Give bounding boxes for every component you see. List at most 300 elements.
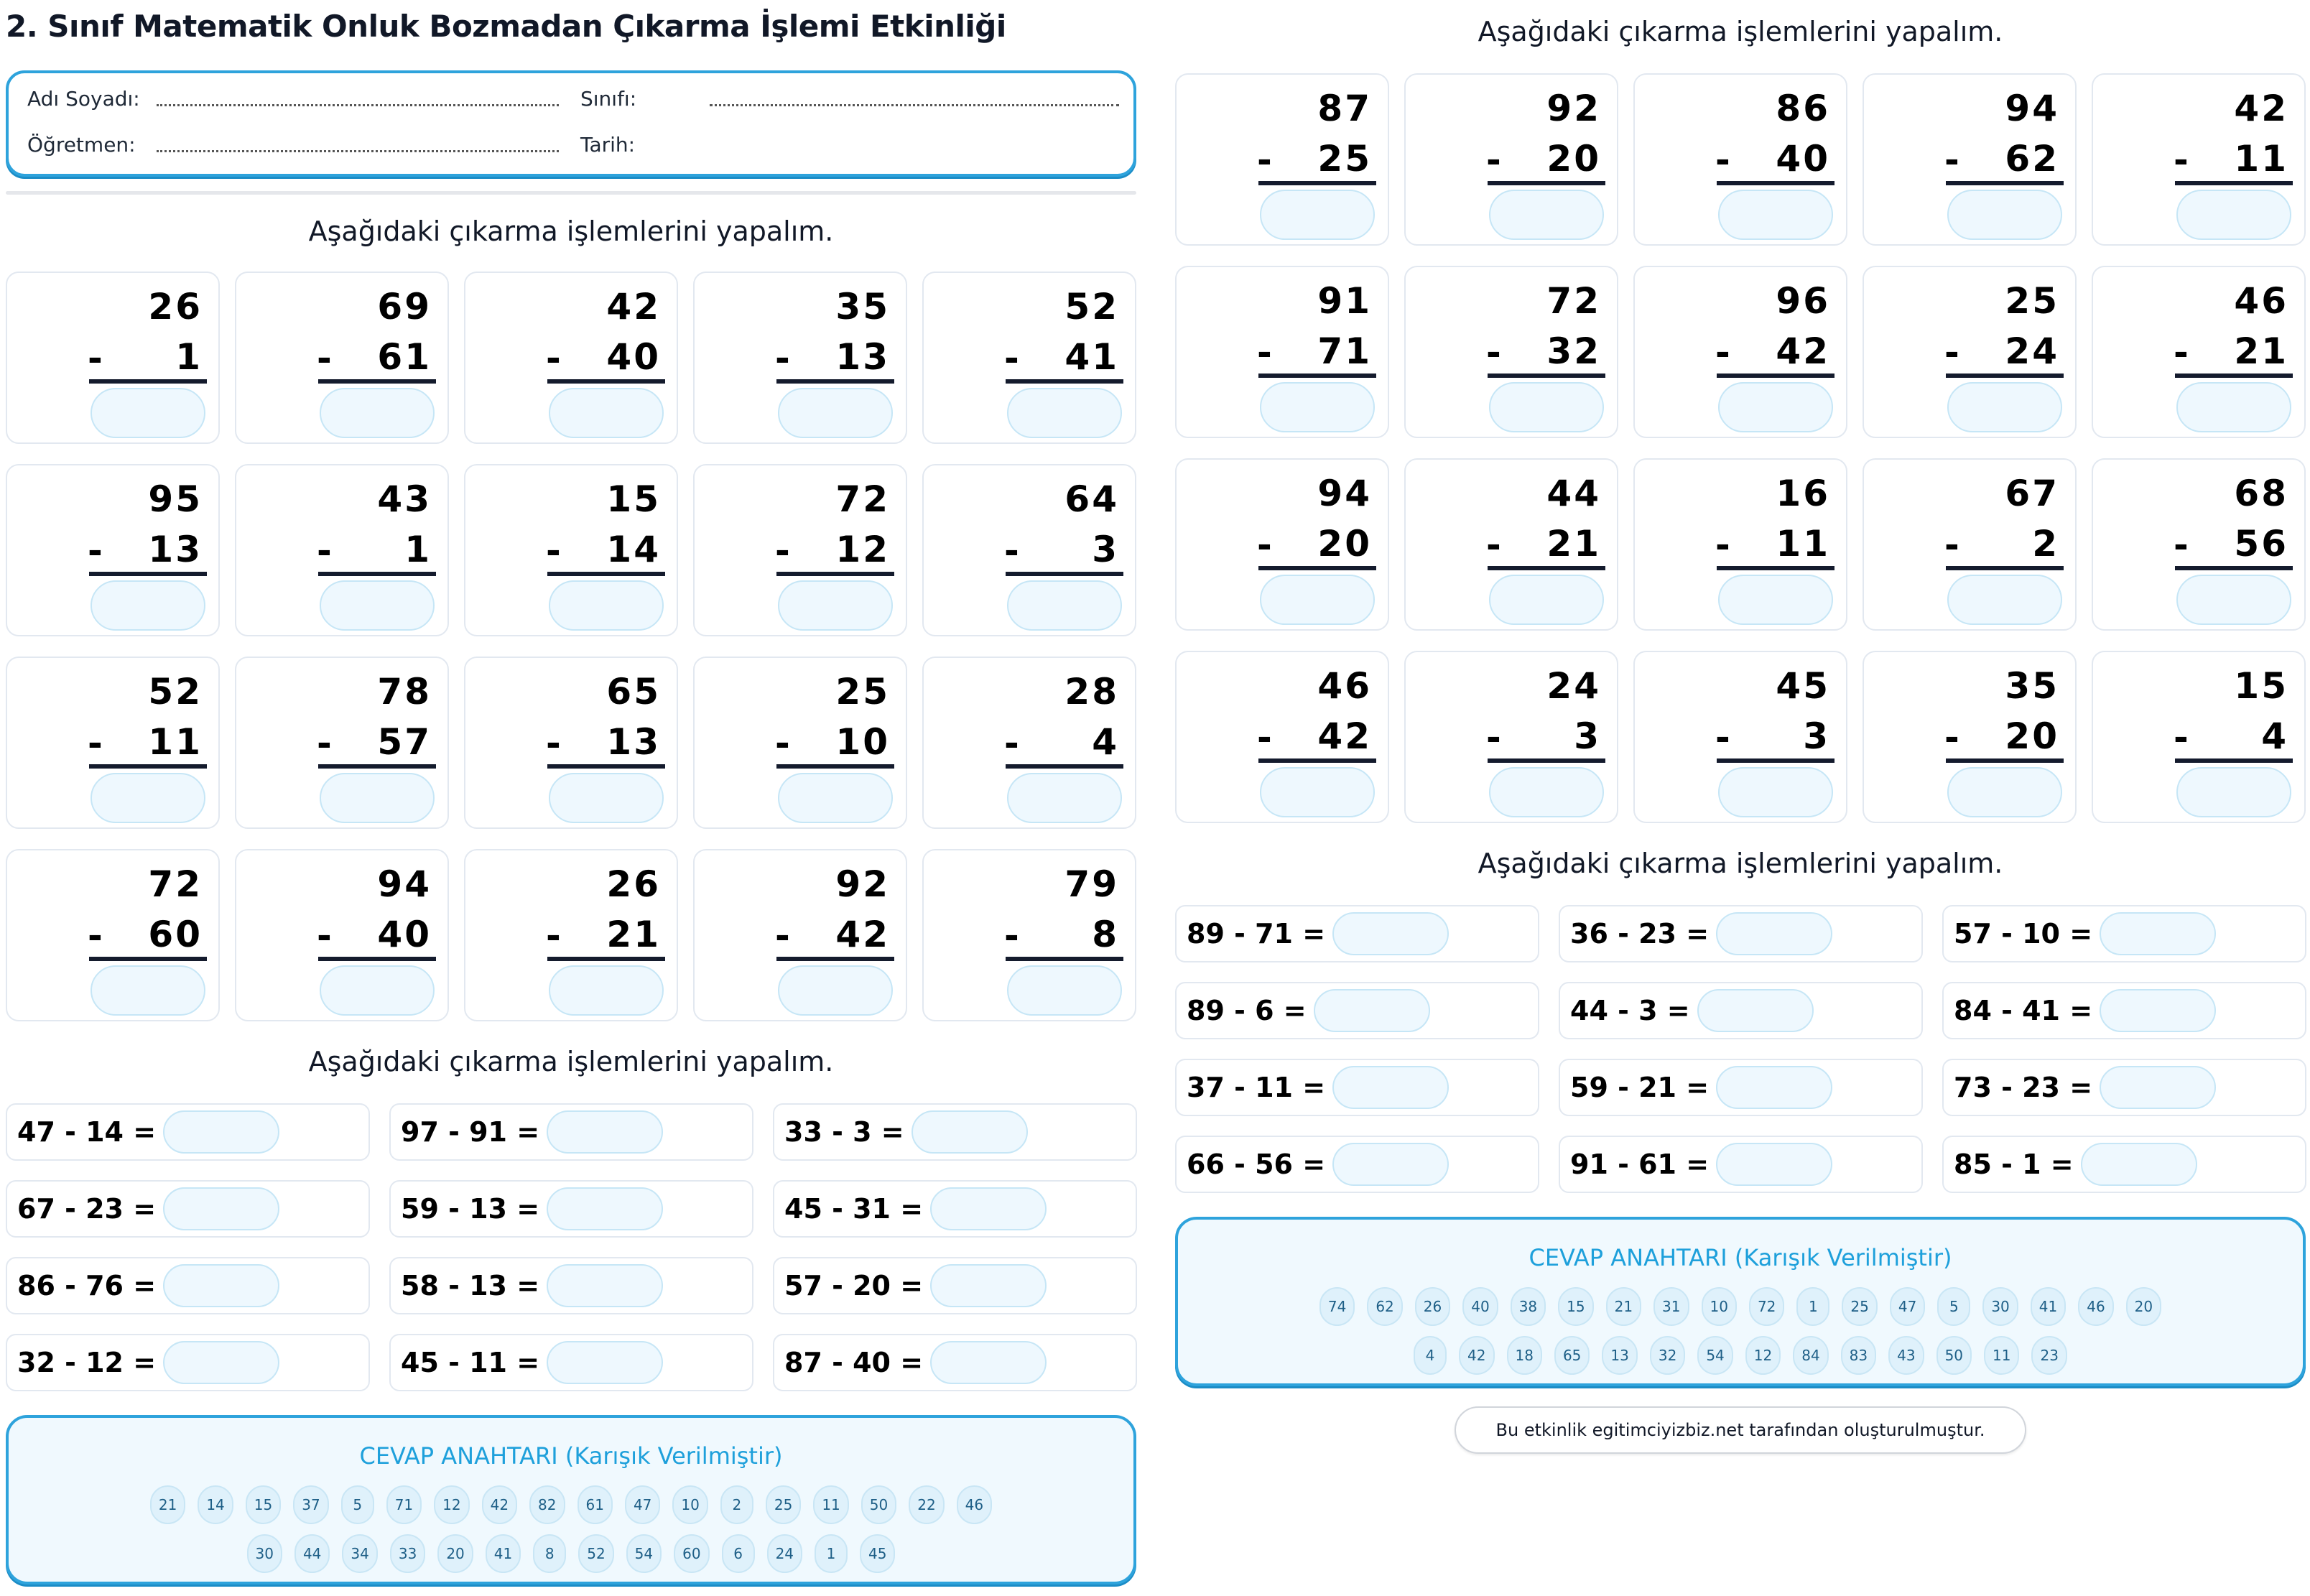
result-line <box>1258 758 1376 763</box>
subtrahend: 42 <box>1317 715 1372 757</box>
answer-input[interactable] <box>1947 190 2062 240</box>
result-line <box>1488 758 1605 763</box>
left-vertical-heading: Aşağıdaki çıkarma işlemlerini yapalım. <box>308 215 834 247</box>
horizontal-problem-card <box>1175 905 1539 962</box>
minus-sign: - <box>1715 717 1730 758</box>
answer-input[interactable] <box>930 1187 1047 1230</box>
result-line <box>1006 379 1123 384</box>
horizontal-problem-card <box>1175 1136 1539 1193</box>
minuend: 94 <box>1317 473 1372 514</box>
result-line <box>1946 181 2064 185</box>
minuend: 35 <box>835 286 890 328</box>
subtrahend: 21 <box>606 914 661 955</box>
equation-text: 67 - 23 = <box>17 1193 157 1225</box>
answer-chip: 62 <box>1367 1287 1402 1326</box>
vertical-problem-card <box>693 464 907 636</box>
answer-input[interactable] <box>1718 382 1833 432</box>
equation-text: 57 - 20 = <box>784 1270 924 1302</box>
vertical-problem-card <box>1404 651 1618 823</box>
minus-sign: - <box>1944 717 1959 758</box>
answer-chip: 74 <box>1319 1287 1355 1326</box>
vertical-problem-card <box>235 657 449 829</box>
vertical-problem-card <box>1404 458 1618 631</box>
minus-sign: - <box>88 915 103 957</box>
answer-input[interactable] <box>320 388 435 438</box>
answer-chip: 54 <box>1697 1336 1732 1375</box>
answer-chip: 37 <box>293 1485 328 1524</box>
subtrahend: 71 <box>1317 330 1372 372</box>
answer-chip: 71 <box>386 1485 422 1524</box>
minuend: 67 <box>2005 473 2059 514</box>
answer-chip: 61 <box>578 1485 613 1524</box>
minuend: 92 <box>835 863 890 905</box>
answer-input[interactable] <box>2176 190 2291 240</box>
answer-input[interactable] <box>2100 1066 2216 1109</box>
result-line <box>1488 374 1605 378</box>
answer-chip: 41 <box>486 1534 521 1573</box>
subtrahend: 11 <box>1776 523 1830 565</box>
answer-input[interactable] <box>91 773 205 823</box>
horizontal-problem-card <box>773 1103 1137 1161</box>
subtrahend: 10 <box>835 721 890 763</box>
minuend: 15 <box>606 478 661 520</box>
answer-chip: 10 <box>672 1485 708 1524</box>
answer-input[interactable] <box>1947 382 2062 432</box>
answer-chip: 42 <box>482 1485 517 1524</box>
horizontal-problem-card <box>1942 1059 2306 1116</box>
minuend: 16 <box>1776 473 1830 514</box>
answer-chip: 47 <box>625 1485 660 1524</box>
answer-input[interactable] <box>1007 965 1122 1016</box>
subtrahend: 40 <box>377 914 432 955</box>
equation-text: 33 - 3 = <box>784 1116 904 1148</box>
answer-chip: 82 <box>529 1485 565 1524</box>
vertical-problem-card <box>464 657 678 829</box>
result-line <box>2175 374 2293 378</box>
answer-input[interactable] <box>549 580 664 631</box>
answer-input[interactable] <box>1007 580 1122 631</box>
result-line <box>89 572 207 576</box>
vertical-problem-card <box>464 849 678 1021</box>
subtrahend: 3 <box>1574 715 1601 757</box>
minuend: 87 <box>1317 88 1372 129</box>
equation-text: 97 - 91 = <box>401 1116 540 1148</box>
horizontal-problem-card <box>1942 1136 2306 1193</box>
vertical-problem-card <box>1404 266 1618 438</box>
vertical-problem-card <box>1175 73 1389 246</box>
answer-input[interactable] <box>1007 773 1122 823</box>
equation-text: 44 - 3 = <box>1570 995 1690 1026</box>
minuend: 72 <box>835 478 890 520</box>
minus-sign: - <box>546 338 561 379</box>
right-horizontal-heading: Aşağıdaki çıkarma işlemlerini yapalım. <box>1478 848 2003 879</box>
answer-chip: 1 <box>1796 1287 1829 1326</box>
minus-sign: - <box>2174 524 2189 566</box>
minus-sign: - <box>775 723 790 764</box>
answer-input[interactable] <box>1332 1066 1449 1109</box>
answer-chip: 34 <box>342 1534 377 1573</box>
answer-input[interactable] <box>549 773 664 823</box>
answer-input[interactable] <box>1260 382 1375 432</box>
answer-input[interactable] <box>91 388 205 438</box>
answer-chip: 12 <box>434 1485 469 1524</box>
footer-credit: Bu etkinlik egitimciyizbiz.net tarafından oluşturulmuştur. <box>1455 1406 2026 1454</box>
answer-chip: 18 <box>1507 1336 1542 1375</box>
minuend: 72 <box>1546 280 1601 322</box>
answer-input[interactable] <box>1332 912 1449 955</box>
vertical-problem-card <box>1863 266 2077 438</box>
minuend: 94 <box>377 863 432 905</box>
answer-key-row <box>9 1485 1133 1524</box>
answer-input[interactable] <box>778 965 893 1016</box>
answer-input[interactable] <box>2176 382 2291 432</box>
answer-input[interactable] <box>163 1110 279 1154</box>
subtrahend: 24 <box>2005 330 2059 372</box>
minus-sign: - <box>1944 332 1959 374</box>
minuend: 94 <box>2005 88 2059 129</box>
left-horizontal-grid <box>6 1103 1137 1391</box>
answer-input[interactable] <box>1007 388 1122 438</box>
subtrahend: 3 <box>1092 529 1119 570</box>
vertical-problem-card <box>1863 458 2077 631</box>
answer-input[interactable] <box>1716 1143 1832 1186</box>
equation-text: 59 - 13 = <box>401 1193 540 1225</box>
minus-sign: - <box>775 338 790 379</box>
answer-chip: 50 <box>861 1485 896 1524</box>
minuend: 28 <box>1064 671 1119 713</box>
minuend: 78 <box>377 671 432 713</box>
equation-text: 84 - 41 = <box>1954 995 2093 1026</box>
answer-chip: 2 <box>720 1485 753 1524</box>
left-horizontal-heading: Aşağıdaki çıkarma işlemlerini yapalım. <box>308 1046 834 1077</box>
horizontal-problem-card <box>1559 905 1923 962</box>
left-answer-key <box>6 1415 1136 1585</box>
equation-text: 86 - 76 = <box>17 1270 157 1302</box>
result-line <box>1258 181 1376 185</box>
horizontal-problem-card <box>1942 982 2306 1039</box>
answer-input[interactable] <box>320 773 435 823</box>
subtrahend: 56 <box>2234 523 2288 565</box>
minuend: 26 <box>606 863 661 905</box>
result-line <box>1717 566 1834 570</box>
subtrahend: 2 <box>2032 523 2059 565</box>
subtrahend: 41 <box>1064 336 1119 378</box>
minuend: 79 <box>1064 863 1119 905</box>
answer-chip: 13 <box>1602 1336 1637 1375</box>
result-line <box>547 379 665 384</box>
left-vertical-grid <box>6 272 1136 1021</box>
result-line <box>547 764 665 769</box>
result-line <box>776 379 894 384</box>
minus-sign: - <box>1257 139 1272 181</box>
result-line <box>1258 566 1376 570</box>
minus-sign: - <box>1257 717 1272 758</box>
vertical-problem-card <box>1175 266 1389 438</box>
minuend: 25 <box>2005 280 2059 322</box>
answer-input[interactable] <box>1489 767 1604 817</box>
answer-input[interactable] <box>1489 382 1604 432</box>
name-field[interactable] <box>157 104 559 106</box>
right-vertical-grid <box>1175 73 2306 823</box>
minuend: 92 <box>1546 88 1601 129</box>
minuend: 43 <box>377 478 432 520</box>
vertical-problem-card <box>6 657 220 829</box>
answer-input[interactable] <box>1489 190 1604 240</box>
minus-sign: - <box>317 530 332 572</box>
answer-input[interactable] <box>1716 1066 1832 1109</box>
minus-sign: - <box>317 723 332 764</box>
subtrahend: 40 <box>1776 138 1830 180</box>
subtrahend: 13 <box>606 721 661 763</box>
minus-sign: - <box>546 723 561 764</box>
minuend: 95 <box>148 478 203 520</box>
vertical-problem-card <box>922 464 1136 636</box>
answer-input[interactable] <box>1489 575 1604 625</box>
subtrahend: 20 <box>1317 523 1372 565</box>
answer-chip: 15 <box>1558 1287 1593 1326</box>
answer-chip: 20 <box>437 1534 473 1573</box>
minuend: 46 <box>1317 665 1372 707</box>
answer-input[interactable] <box>778 388 893 438</box>
answer-input[interactable] <box>547 1341 663 1384</box>
answer-chip: 65 <box>1554 1336 1590 1375</box>
answer-input[interactable] <box>320 580 435 631</box>
answer-chip: 5 <box>341 1485 374 1524</box>
answer-chip: 50 <box>1936 1336 1972 1375</box>
subtrahend: 42 <box>1776 330 1830 372</box>
minus-sign: - <box>2174 332 2189 374</box>
minus-sign: - <box>1944 524 1959 566</box>
answer-chip: 5 <box>1937 1287 1970 1326</box>
answer-chip: 84 <box>1793 1336 1828 1375</box>
answer-input[interactable] <box>1718 767 1833 817</box>
result-line <box>1946 374 2064 378</box>
result-line <box>1006 957 1123 961</box>
horizontal-problem-card <box>773 1257 1137 1314</box>
minus-sign: - <box>88 723 103 764</box>
answer-chip: 33 <box>390 1534 425 1573</box>
answer-input[interactable] <box>1260 190 1375 240</box>
answer-chip: 22 <box>909 1485 944 1524</box>
vertical-problem-card <box>1633 266 1847 438</box>
answer-input[interactable] <box>1697 989 1814 1032</box>
answer-input[interactable] <box>91 965 205 1016</box>
subtrahend: 14 <box>606 529 661 570</box>
answer-input[interactable] <box>1947 575 2062 625</box>
vertical-problem-card <box>6 464 220 636</box>
answer-input[interactable] <box>547 1110 663 1154</box>
equation-text: 58 - 13 = <box>401 1270 540 1302</box>
equation-text: 73 - 23 = <box>1954 1072 2093 1103</box>
subtrahend: 42 <box>835 914 890 955</box>
divider <box>6 191 1136 195</box>
result-line <box>776 764 894 769</box>
equation-text: 89 - 71 = <box>1187 918 1326 950</box>
minus-sign: - <box>1944 139 1959 181</box>
subtrahend: 61 <box>377 336 432 378</box>
subtrahend: 32 <box>1546 330 1601 372</box>
answer-chip: 14 <box>198 1485 233 1524</box>
vertical-problem-card <box>6 272 220 444</box>
result-line <box>1006 572 1123 576</box>
right-answer-key <box>1175 1217 2306 1386</box>
vertical-problem-card <box>1863 651 2077 823</box>
subtrahend: 1 <box>175 336 203 378</box>
minuend: 65 <box>606 671 661 713</box>
answer-input[interactable] <box>778 580 893 631</box>
answer-chip: 46 <box>2078 1287 2113 1326</box>
answer-input[interactable] <box>547 1187 663 1230</box>
answer-input[interactable] <box>930 1264 1047 1307</box>
vertical-problem-card <box>235 464 449 636</box>
answer-input[interactable] <box>912 1110 1028 1154</box>
answer-input[interactable] <box>1260 767 1375 817</box>
horizontal-problem-card <box>1559 982 1923 1039</box>
answer-input[interactable] <box>778 773 893 823</box>
answer-chip: 21 <box>150 1485 185 1524</box>
equation-text: 85 - 1 = <box>1954 1149 2074 1180</box>
answer-input[interactable] <box>1716 912 1832 955</box>
answer-input[interactable] <box>91 580 205 631</box>
answer-chip: 12 <box>1745 1336 1781 1375</box>
minuend: 42 <box>2234 88 2288 129</box>
vertical-problem-card <box>922 272 1136 444</box>
answer-input[interactable] <box>1718 575 1833 625</box>
vertical-problem-card <box>2092 651 2306 823</box>
teacher-label: Öğretmen: <box>27 133 136 157</box>
subtrahend: 11 <box>2234 138 2288 180</box>
result-line <box>1258 374 1376 378</box>
minuend: 91 <box>1317 280 1372 322</box>
horizontal-problem-card <box>1559 1059 1923 1116</box>
horizontal-problem-card <box>389 1103 753 1161</box>
answer-input[interactable] <box>549 965 664 1016</box>
vertical-problem-card <box>1633 651 1847 823</box>
result-line <box>89 764 207 769</box>
horizontal-problem-card <box>6 1257 370 1314</box>
answer-input[interactable] <box>2100 989 2216 1032</box>
teacher-field[interactable] <box>157 150 559 152</box>
result-line <box>2175 566 2293 570</box>
equation-text: 59 - 21 = <box>1570 1072 1710 1103</box>
answer-input[interactable] <box>1314 989 1430 1032</box>
horizontal-problem-card <box>389 1334 753 1391</box>
subtrahend: 12 <box>835 529 890 570</box>
result-line <box>776 572 894 576</box>
minuend: 24 <box>1546 665 1601 707</box>
answer-input[interactable] <box>1718 190 1833 240</box>
answer-chip: 25 <box>1842 1287 1877 1326</box>
minus-sign: - <box>1715 332 1730 374</box>
answer-chip: 42 <box>1459 1336 1494 1375</box>
answer-chip: 40 <box>1462 1287 1498 1326</box>
vertical-problem-card <box>6 849 220 1021</box>
answer-input[interactable] <box>1332 1143 1449 1186</box>
answer-chip: 25 <box>766 1485 801 1524</box>
answer-chip: 72 <box>1749 1287 1784 1326</box>
vertical-problem-card <box>1633 73 1847 246</box>
minuend: 72 <box>148 863 203 905</box>
answer-input[interactable] <box>2176 575 2291 625</box>
equation-text: 32 - 12 = <box>17 1347 157 1378</box>
answer-chip: 24 <box>767 1534 802 1573</box>
answer-chip: 41 <box>2031 1287 2066 1326</box>
horizontal-problem-card <box>6 1103 370 1161</box>
vertical-problem-card <box>693 657 907 829</box>
answer-input[interactable] <box>163 1341 279 1384</box>
answer-input[interactable] <box>2176 767 2291 817</box>
result-line <box>318 379 436 384</box>
vertical-problem-card <box>2092 458 2306 631</box>
minus-sign: - <box>775 915 790 957</box>
equation-text: 37 - 11 = <box>1187 1072 1326 1103</box>
vertical-problem-card <box>1175 458 1389 631</box>
answer-chip: 21 <box>1606 1287 1641 1326</box>
right-horizontal-grid <box>1175 905 2306 1193</box>
equation-text: 91 - 61 = <box>1570 1149 1710 1180</box>
answer-input[interactable] <box>2100 912 2216 955</box>
answer-input[interactable] <box>1947 767 2062 817</box>
equation-text: 36 - 23 = <box>1570 918 1710 950</box>
vertical-problem-card <box>693 272 907 444</box>
answer-input[interactable] <box>549 388 664 438</box>
answer-chip: 4 <box>1414 1336 1447 1375</box>
horizontal-problem-card <box>6 1180 370 1238</box>
horizontal-problem-card <box>773 1180 1137 1238</box>
equation-text: 45 - 31 = <box>784 1193 924 1225</box>
subtrahend: 60 <box>148 914 203 955</box>
result-line <box>1717 181 1834 185</box>
minuend: 64 <box>1064 478 1119 520</box>
minuend: 96 <box>1776 280 1830 322</box>
right-vertical-heading: Aşağıdaki çıkarma işlemlerini yapalım. <box>1478 16 2003 47</box>
result-line <box>1488 181 1605 185</box>
date-label: Tarih: <box>580 133 636 157</box>
equation-text: 47 - 14 = <box>17 1116 157 1148</box>
horizontal-problem-card <box>389 1180 753 1238</box>
class-field[interactable] <box>710 104 1119 106</box>
subtrahend: 8 <box>1092 914 1119 955</box>
result-line <box>1946 566 2064 570</box>
answer-chip: 45 <box>860 1534 895 1573</box>
minuend: 68 <box>2234 473 2288 514</box>
subtrahend: 4 <box>2261 715 2288 757</box>
minus-sign: - <box>1715 139 1730 181</box>
minuend: 42 <box>606 286 661 328</box>
vertical-problem-card <box>922 849 1136 1021</box>
answer-chip: 8 <box>533 1534 566 1573</box>
answer-input[interactable] <box>1260 575 1375 625</box>
vertical-problem-card <box>2092 73 2306 246</box>
answer-input[interactable] <box>163 1264 279 1307</box>
minus-sign: - <box>1486 332 1501 374</box>
result-line <box>1946 758 2064 763</box>
horizontal-problem-card <box>1175 1059 1539 1116</box>
minuend: 15 <box>2234 665 2288 707</box>
result-line <box>547 957 665 961</box>
answer-input[interactable] <box>320 965 435 1016</box>
minuend: 69 <box>377 286 432 328</box>
class-label: Sınıfı: <box>580 87 637 111</box>
answer-input[interactable] <box>2081 1143 2197 1186</box>
info-row-teacher <box>27 128 1119 157</box>
answer-input[interactable] <box>163 1187 279 1230</box>
answer-input[interactable] <box>930 1341 1047 1384</box>
answer-input[interactable] <box>547 1264 663 1307</box>
answer-chip: 32 <box>1650 1336 1685 1375</box>
minus-sign: - <box>775 530 790 572</box>
vertical-problem-card <box>1175 651 1389 823</box>
